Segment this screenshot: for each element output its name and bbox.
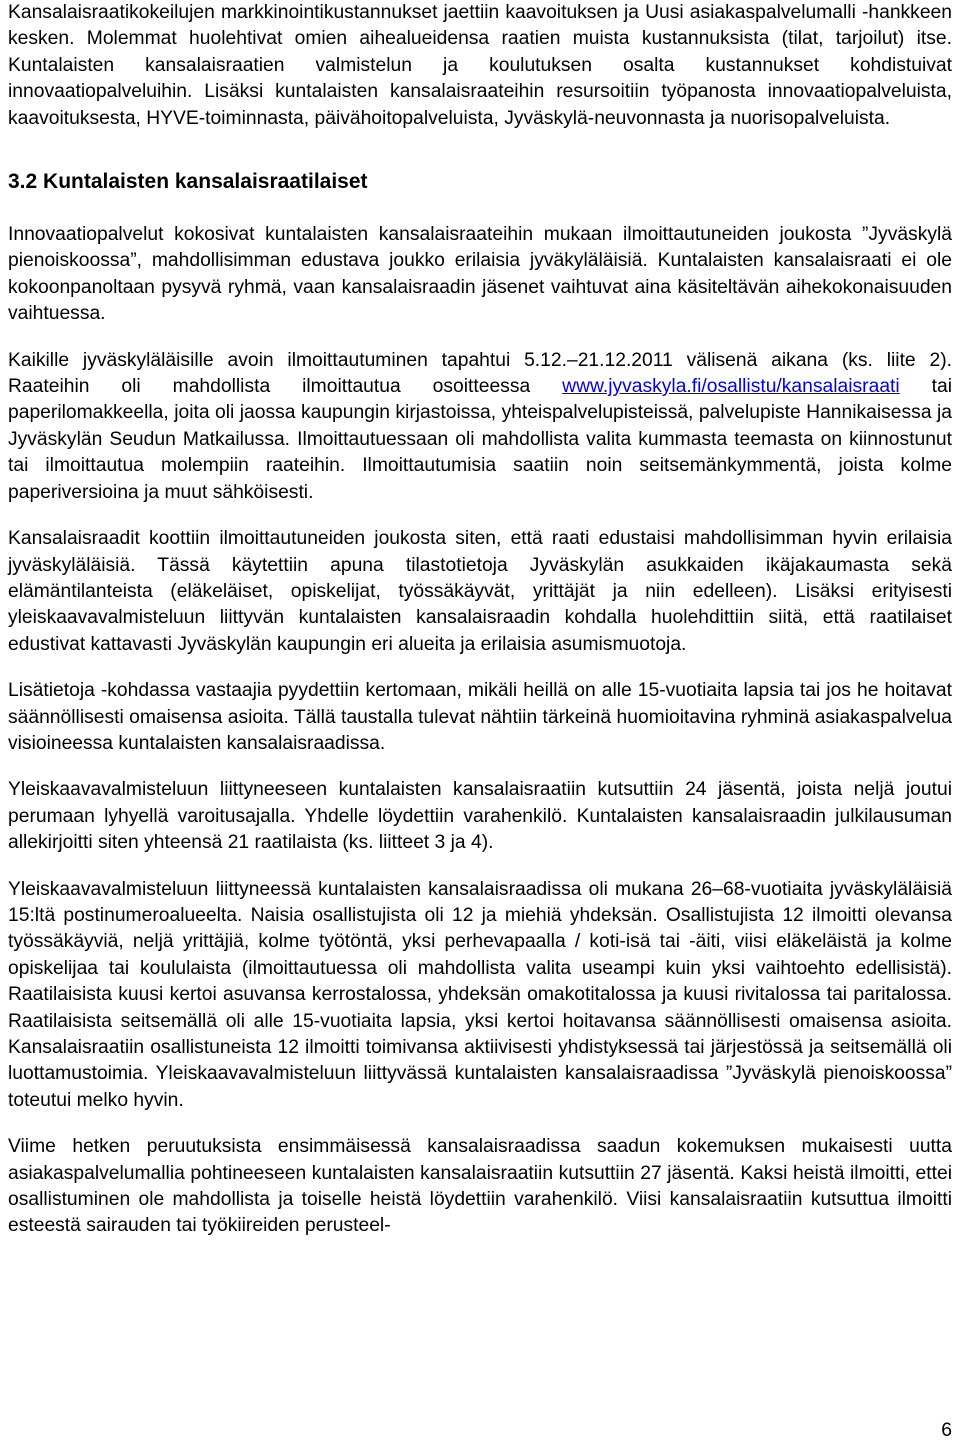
spacer: [8, 1114, 952, 1134]
spacer: [8, 857, 952, 877]
spacer: [8, 506, 952, 526]
spacer: [8, 658, 952, 678]
spacer: [8, 757, 952, 777]
registration-link[interactable]: www.jyvaskyla.fi/osallistu/kansalaisraati: [562, 376, 900, 398]
section-heading: 3.2 Kuntalaisten kansalaisraatilaiset: [8, 170, 368, 194]
paragraph-2-text-b: tai paperilomakkeella, joita oli jaossa kaupungin kirjastoissa, yhteispalvelupisteissä, palvelupiste Hannikaisessa ja Jyväskylän Seudun Matkailussa. Ilmoittautuessaan oli mahdollista valita kummasta teemasta on kiinnostunut tai ilmoittautua molempiin raateihin. Ilmoittautumisia saatiin noin seitsemänkymmentä, joista kolme paperiversioina ja muut sähköisesti.: [8, 376, 952, 503]
intro-paragraph: Kansalaisraatikokeilujen markkinointikustannukset jaettiin kaavoituksen ja Uusi asiakaspalvelumalli -hankkeen kesken. Molemmat huolehtivat omien aihealueidensa raatien muista kustannuksista (tilat, tarjoilut) itse. Kuntalaisten kansalaisraatien valmistelun ja koulutuksen osalta kustannukset kohdistuivat innovaatiopalveluihin. Lisäksi kuntalaisten kansalaisraateihin resursoitiin työpanosta innovaatiopalveluista, kaavoituksesta, HYVE-toiminnasta, päivähoitopalveluista, Jyväskylä-neuvonnasta ja nuorisopalveluista.: [8, 2, 952, 129]
paragraph-6: Yleiskaavavalmisteluun liittyneessä kuntalaisten kansalaisraadissa oli mukana 26–68-vuotiaita jyväskyläläisiä 15:ltä postinumeroalueelta. Naisia osallistujista oli 12 ja miehiä yhdeksän. Osallistujista 12 ilmoitti olevansa työssäkäyviä, neljä yrittäjiä, kolme työtöntä, yksi perhevapaalla / koti-isä tai -äiti, viisi eläkeläistä ja kolme opiskelijaa tai koululaista (ilmoittautuessa oli mahdollista valita useampi kuin yksi vaihtoehto edellisistä). Raatilaisista kuusi kertoi asuvansa kerrostalossa, yhdeksän omakotitalossa ja kuusi rivitalossa tai paritalossa. Raatilaisista seitsemällä oli alle 15-vuotiaita lapsia, yksi kertoi hoitavansa säännöllisesti omaisensa asioita. Kansalaisraatiin osallistuneista 12 ilmoitti toimivansa aktiivisesti yhdistyksessä tai järjestössä ja seitsemällä oli luottamustoimia. Yleiskaavavalmisteluun liittyvässä kuntalaisten kansalaisraadissa ”Jyväskylä pienoiskoossa” toteutui melko hyvin.: [8, 878, 952, 1111]
spacer: [8, 328, 952, 348]
paragraph-4: Lisätietoja -kohdassa vastaajia pyydettiin kertomaan, mikäli heillä on alle 15-vuotiaita lapsia tai jos he hoitavat säännöllisesti omaisensa asioita. Tällä taustalla tulevat nähtiin tärkeinä huomioitavina ryhminä asiakaspalvelua visioineessa kuntalaisten kansalaisraadissa.: [8, 680, 952, 754]
spacer: [8, 132, 952, 168]
paragraph-2-text-a: Kaikille jyväskyläläisille avoin ilmoittautuminen tapahtui 5.12.–21.12.2011 välisenä aikana (ks. liite 2). Raateihin oli mahdollista ilmoittautua osoitteessa: [8, 349, 952, 398]
paragraph-3: Kansalaisraadit koottiin ilmoittautuneiden joukosta siten, että raati edustaisi mahdollisimman hyvin erilaisia jyväskyläläisiä. Tässä käytettiin apuna tilastotietoja Jyväskylän asukkaiden ikäjakaumasta sekä elämäntilanteista (eläkeläiset, opiskelijat, työssäkäyvät, yrittäjät ja niin edelleen). Lisäksi erityisesti yleiskaavavalmisteluun liittyvän kuntalaisten kansalaisraadin kohdalla huolehdittiin siitä, että raatilaiset edustivat kattavasti Jyväskylän kaupungin eri alueita ja erilaisia asumismuotoja.: [8, 528, 952, 655]
paragraph-5: Yleiskaavavalmisteluun liittyneeseen kuntalaisten kansalaisraatiin kutsuttiin 24 jäsentä, joista neljä joutui perumaan lyhyellä varoitusajalla. Yhdelle löydettiin varahenkilö. Kuntalaisten kansalaisraadin julkilausuman allekirjoitti siten yhteensä 21 raatilaista (ks. liitteet 3 ja 4).: [8, 779, 952, 854]
spacer: [8, 196, 952, 222]
document-page: [8, 0, 952, 1240]
paragraph-2: [8, 348, 952, 506]
page-number: 6: [941, 1420, 952, 1441]
paragraph-7: Viime hetken peruutuksista ensimmäisessä kansalaisraadissa saadun kokemuksen mukaisesti uutta asiakaspalvelumallia pohtineeseen kuntalaisten kansalaisraatiin kutsuttiin 27 jäsentä. Kaksi heistä ilmoitti, ettei osallistuminen ole mahdollista ja toiselle heistä löydettiin varahenkilö. Viisi kansalaisraatiin kutsuttua ilmoitti esteestä sairauden tai työkiireiden perusteel-: [8, 1136, 952, 1237]
paragraph-1: Innovaatiopalvelut kokosivat kuntalaisten kansalaisraateihin mukaan ilmoittautuneiden joukosta ”Jyväskylä pienoiskoossa”, mahdollisimman edustava joukko erilaisia jyväkyläläisiä. Kuntalaisten kansalaisraati ei ole kokoonpanoltaan pysyvä ryhmä, vaan kansalaisraadin jäsenet vaihtuvat aina käsiteltävän aihekokonaisuuden vaihtuessa.: [8, 224, 952, 325]
